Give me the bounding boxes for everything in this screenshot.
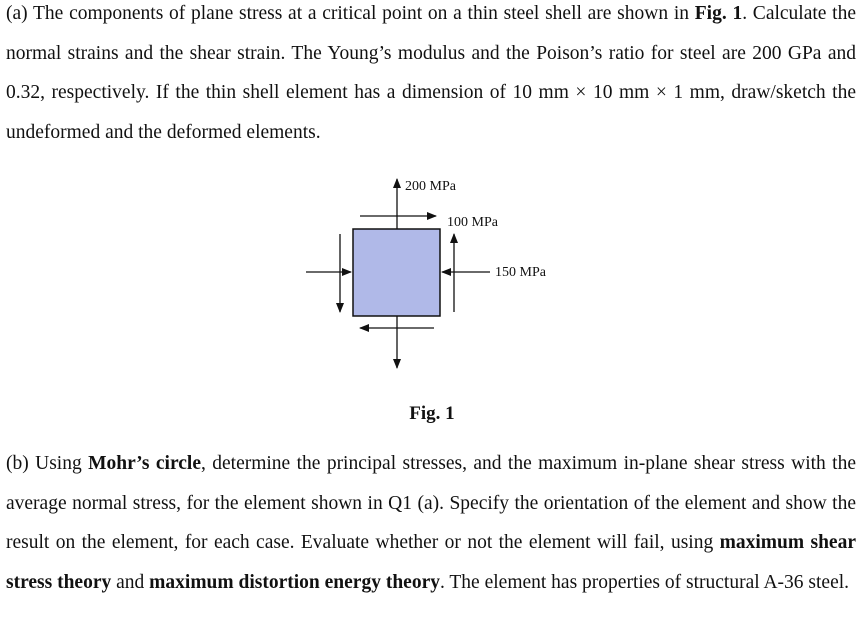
sigma-y-label: 200 MPa	[405, 179, 456, 194]
bold-max-distortion-theory: maximum distortion energy theory	[149, 571, 440, 593]
question-part-a	[6, 0, 856, 152]
bold-max-shear-theory: maximum shear stress theory	[6, 532, 856, 593]
fig-reference: Fig. 1	[694, 3, 743, 24]
part-b-text-1: (b) Using	[6, 453, 89, 474]
question-part-b	[6, 444, 856, 602]
part-a-text-2: . Calculate the normal strains and the shear strain. The Young’s modulus and the Poison’s ratio for steel are 200 GPa and 0.32, respectively. If the thin shell element has a dimension of 10 mm × 10 mm × 1 mm, draw/sketch the undeformed and the deformed elements.	[6, 3, 856, 143]
part-b-text-4: . The element has properties of structural A-36 steel.	[440, 571, 850, 593]
stress-element-figure	[0, 160, 864, 440]
part-b-text-3: and	[111, 571, 150, 593]
stress-element	[353, 229, 440, 316]
shear-label: 100 MPa	[447, 215, 498, 230]
figure-caption: Fig. 1	[409, 403, 455, 424]
part-a-text-1: (a) The components of plane stress at a critical point on a thin steel shell are shown in	[6, 3, 695, 24]
bold-mohrs-circle: Mohr’s circle	[88, 453, 201, 474]
sigma-x-label: 150 MPa	[495, 265, 546, 280]
part-b-text-2: , determine the principal stresses, and the maximum in-plane shear stress with the average normal stress, for the element shown in Q1 (a). Specify the orientation of the element and show the result on the element, for each case. Evaluate whether or not the element will fail, using	[6, 453, 856, 553]
